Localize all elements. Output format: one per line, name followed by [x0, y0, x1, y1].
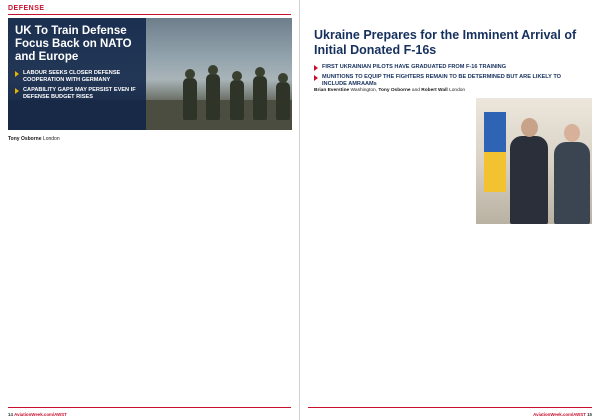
byline-separator: , [375, 88, 378, 93]
soldier-figure [206, 74, 220, 120]
byline-location: Washington [350, 88, 376, 93]
bullet-item [15, 87, 139, 100]
ukraine-flag-icon [484, 112, 506, 192]
byline-author: Tony Osborne [8, 136, 42, 142]
flag-blue-stripe [484, 112, 506, 152]
section-rule [8, 14, 291, 15]
section-label: DEFENSE [8, 5, 45, 12]
body-column-2 [105, 145, 195, 403]
headline-bullets [314, 64, 586, 91]
triangle-bullet-icon [15, 71, 19, 77]
page-number: 14 [8, 412, 13, 417]
article-headline: Ukraine Prepares for the Imminent Arrival of Initial Donated F-16s [314, 28, 577, 57]
soldier-figure [253, 76, 267, 120]
bullet-item [15, 70, 139, 83]
triangle-bullet-icon [314, 65, 318, 71]
byline-author: Tony Osborne [378, 88, 411, 93]
page-footer [8, 412, 67, 417]
bullet-text: FIRST UKRAINIAN PILOTS HAVE GRADUATED FROM F-16 TRAINING [322, 64, 507, 70]
byline-author: Brian Everstine [314, 88, 350, 93]
bullet-text: MUNITIONS TO EQUIP THE FIGHTERS REMAIN TO BE DETERMINED BUT ARE LIKELY TO INCLUDE AMRAAMs [322, 74, 561, 87]
person-figure [510, 136, 548, 224]
byline-location: London [449, 88, 466, 93]
bullet-text: CAPABILITY GAPS MAY PERSIST EVEN IF DEFENSE BUDGET RISES [23, 87, 136, 100]
person-figure [554, 142, 590, 224]
soldier-figure [183, 78, 197, 120]
byline [8, 136, 60, 142]
website-link[interactable]: AviationWeek.com/AWST [14, 412, 67, 417]
byline-location: London [42, 136, 60, 142]
bullet-item [314, 74, 586, 88]
bullet-text: LABOUR SEEKS CLOSER DEFENSE COOPERATION WITH GERMANY [23, 70, 121, 83]
bullet-item [314, 64, 586, 71]
footer-rule [308, 407, 592, 408]
article-headline: UK To Train Defense Focus Back on NATO and Europe [15, 25, 132, 63]
footer-rule [8, 407, 291, 408]
body-column-1 [314, 98, 390, 228]
headline-panel [8, 18, 146, 130]
page-number: 15 [587, 412, 592, 417]
byline [314, 88, 465, 93]
flag-yellow-stripe [484, 152, 506, 192]
body-column-1 [8, 145, 98, 403]
website-link[interactable]: AviationWeek.com/AWST [533, 412, 586, 417]
headline-bullets [15, 70, 139, 100]
right-page [300, 0, 600, 420]
meeting-photo [476, 98, 592, 224]
page-footer [533, 412, 592, 417]
body-column-3 [202, 145, 292, 403]
soldier-figure [230, 80, 244, 120]
body-column-2 [395, 98, 471, 228]
soldier-figure [276, 82, 290, 120]
body-column-3 [314, 250, 592, 400]
triangle-bullet-icon [15, 88, 19, 94]
byline-author: Robert Wall [421, 88, 448, 93]
byline-joiner: and [411, 88, 420, 93]
triangle-bullet-icon [314, 75, 318, 81]
